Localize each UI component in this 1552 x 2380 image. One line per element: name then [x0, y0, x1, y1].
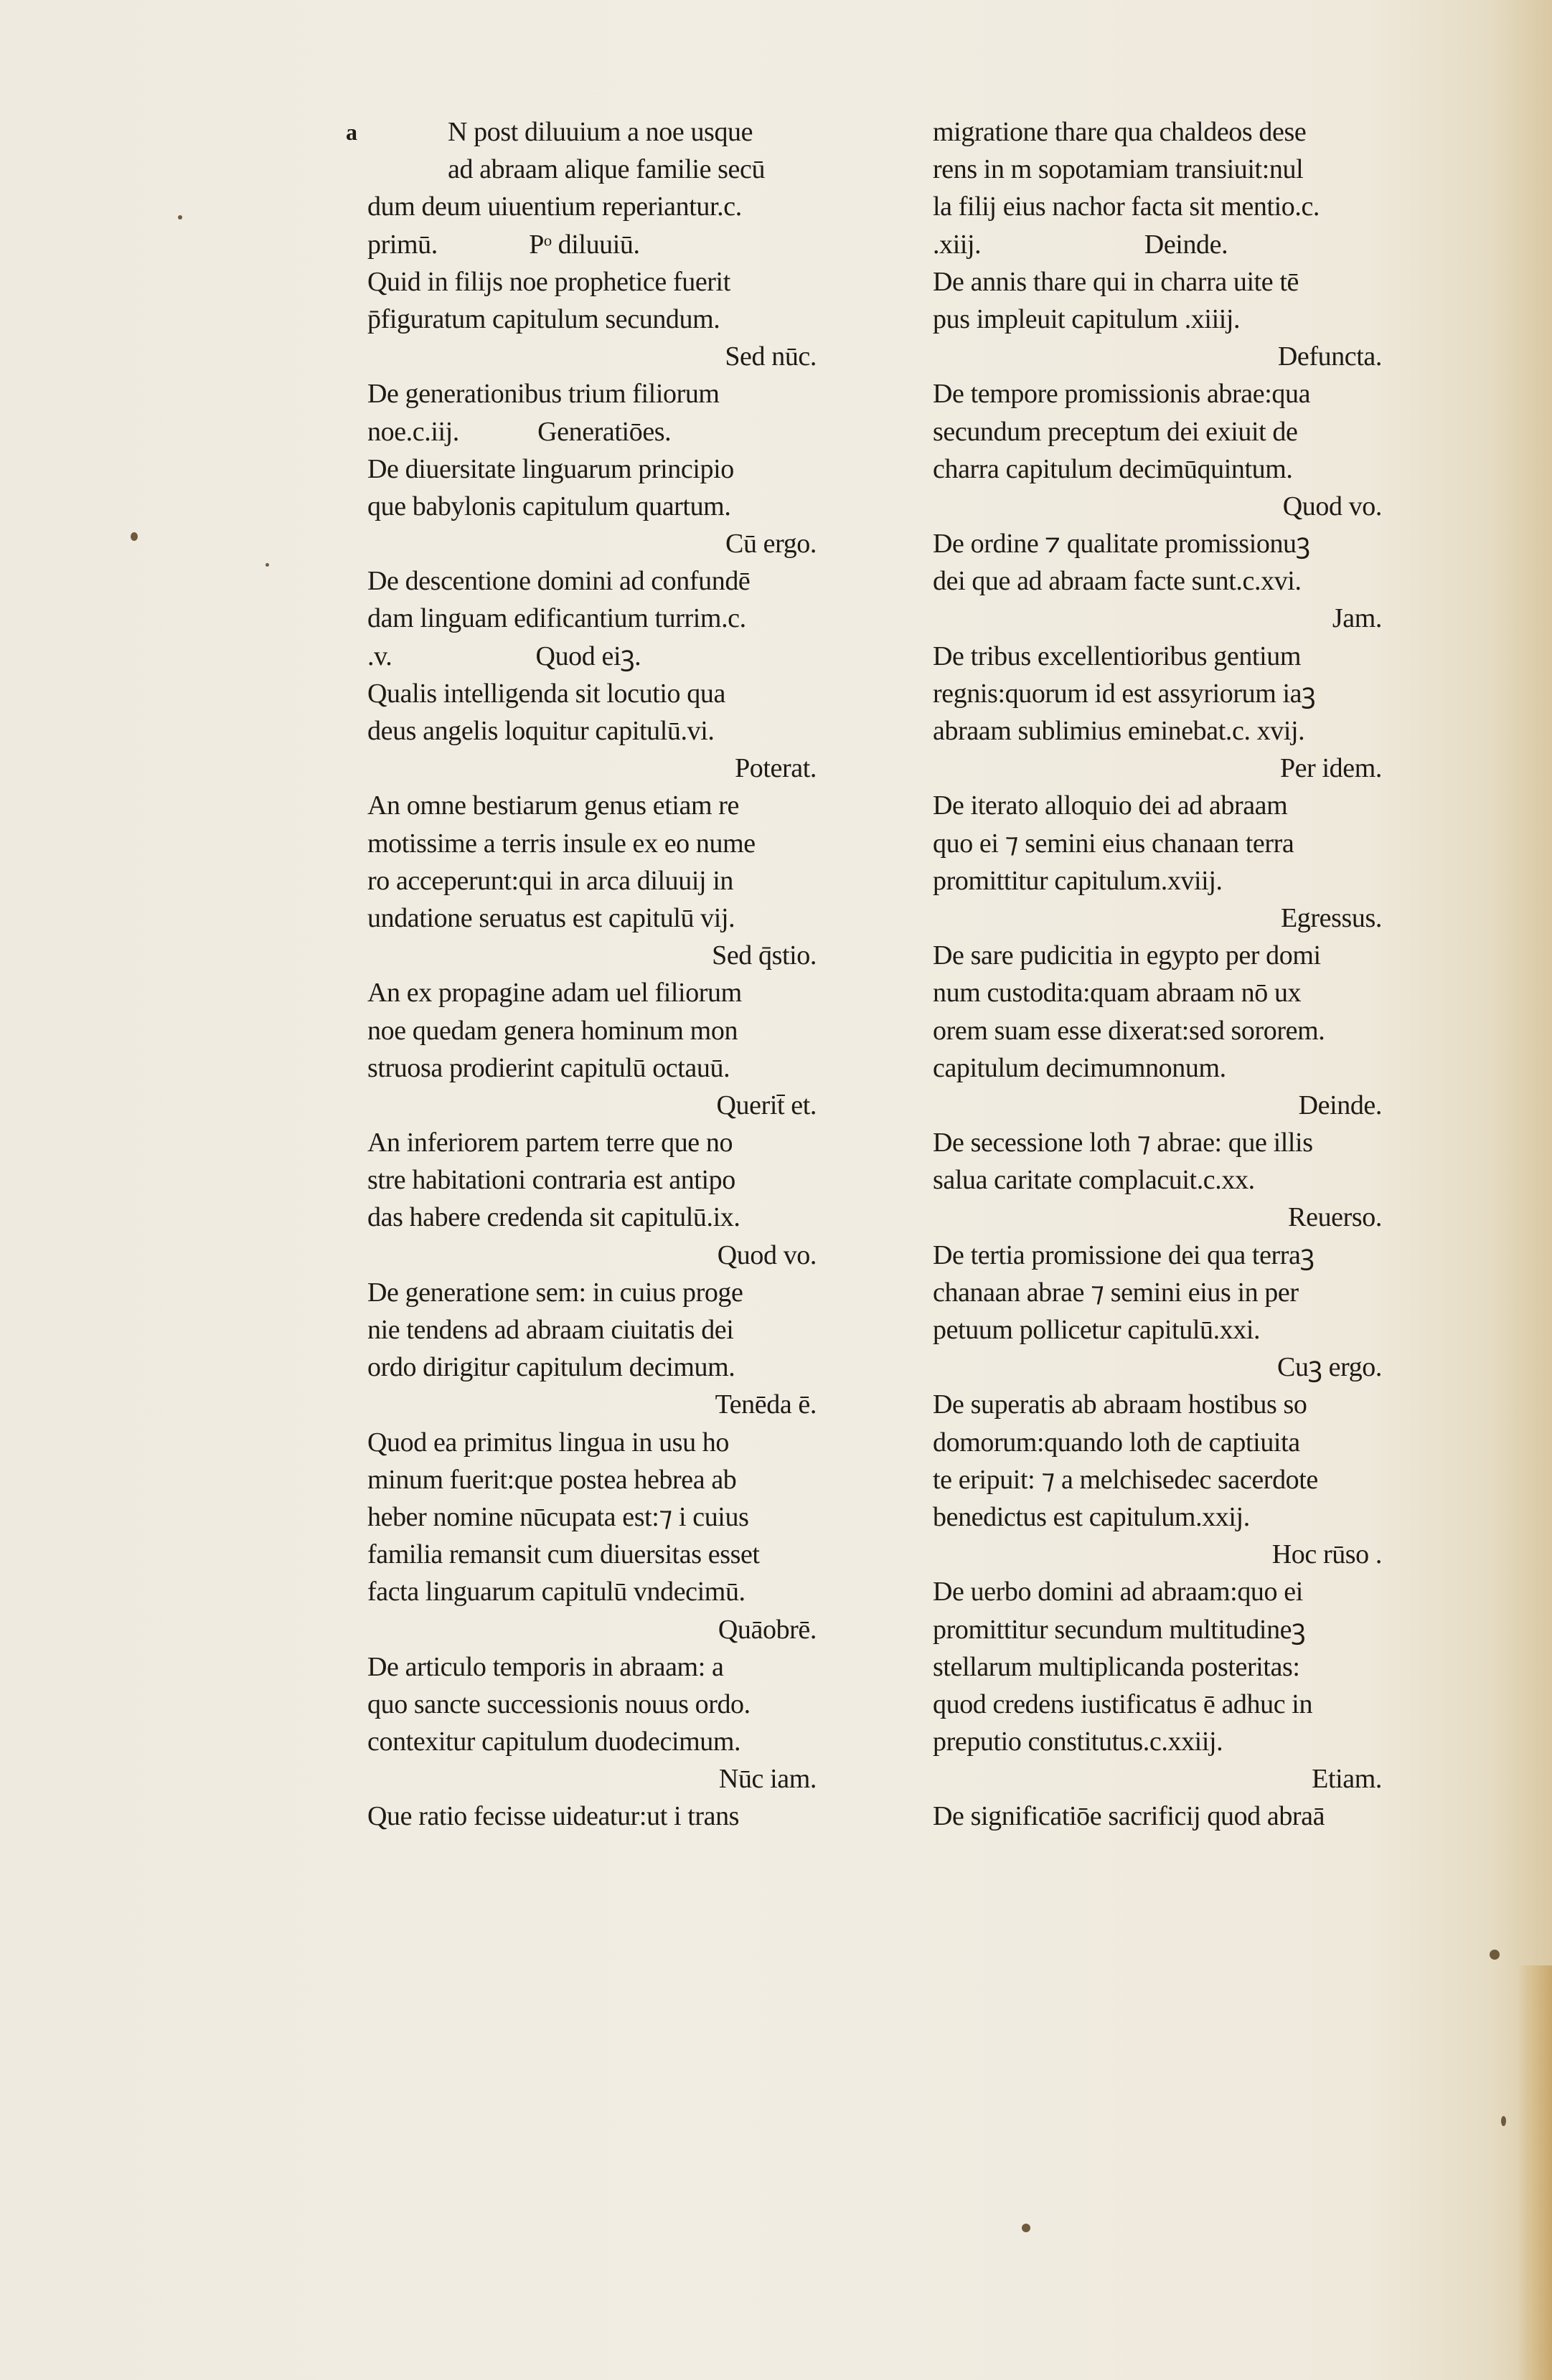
text-line: contexitur capitulum duodecimum.: [367, 1727, 741, 1757]
text-line: An inferiorem partem terre que no: [367, 1128, 733, 1158]
text-line: num custodita:quam abraam nō ux: [933, 978, 1302, 1009]
text-line: rens in m sopotamiam transiuit:nul: [933, 154, 1304, 185]
text-line: De superatis ab abraam hostibus so: [933, 1389, 1307, 1420]
text-line: Quod vo.: [1282, 491, 1382, 521]
ink-speck: [1501, 2116, 1506, 2126]
text-line: Cuꝫ ergo.: [1277, 1352, 1382, 1383]
text-line: .v. Quod eiꝫ.: [367, 641, 641, 671]
text-line: De generationibus trium filiorum: [367, 379, 720, 410]
text-line: Cū ergo.: [725, 529, 817, 559]
text-line: Tenēda ē.: [715, 1389, 817, 1420]
text-line: dei que ad abraam facte sunt.c.xvi.: [933, 566, 1302, 597]
text-line: ad abraam alique familie secū: [448, 154, 766, 185]
text-line: De iterato alloquio dei ad abraam: [933, 790, 1288, 821]
text-line: Nūc iam.: [718, 1764, 817, 1795]
text-line: Querit̄ et.: [716, 1090, 817, 1120]
text-line: dam linguam edificantium turrim.c.: [367, 603, 746, 634]
left-column: [346, 113, 827, 1836]
text-line: ro acceperunt:qui in arca diluuij in: [367, 865, 734, 896]
text-line: De tribus excellentioribus gentium: [933, 641, 1302, 671]
text-line: Per idem.: [1279, 753, 1382, 784]
text-line: te eripuit: ⁊ a melchisedec sacerdote: [933, 1464, 1318, 1495]
text-line: struosa prodierint capitulū octauū.: [367, 1052, 730, 1083]
text-line: stre habitationi contraria est antipo: [367, 1165, 735, 1196]
text-line: stellarum multiplicanda posteritas:: [933, 1651, 1300, 1682]
text-line: minum fuerit:que postea hebrea ab: [367, 1464, 737, 1495]
text-line: noe quedam genera hominum mon: [367, 1015, 738, 1046]
text-line: .xiij. Deinde.: [933, 229, 1228, 260]
text-line: De sare pudicitia in egypto per domi: [933, 940, 1321, 971]
text-line: domorum:quando loth de captiuita: [933, 1427, 1300, 1458]
text-line: Quod vo.: [717, 1239, 817, 1270]
text-line: Que ratio fecisse uideatur:ut i trans: [367, 1801, 740, 1832]
text-line: orem suam esse dixerat:sed sororem.: [933, 1015, 1325, 1046]
text-line: familia remansit cum diuersitas esset: [367, 1539, 760, 1570]
page-edge-shadow: [1518, 1965, 1552, 2380]
text-line: Egressus.: [1281, 902, 1382, 933]
text-line: Quāobrē.: [718, 1614, 817, 1645]
line-text: N post diluuium a noe usque: [448, 117, 753, 147]
text-line: capitulum decimumnonum.: [933, 1052, 1226, 1083]
text-line: promittitur capitulum.xviij.: [933, 865, 1223, 896]
text-line: ordo dirigitur capitulum decimum.: [367, 1352, 735, 1383]
ink-speck: [1490, 1950, 1500, 1960]
text-line: Etiam.: [1312, 1764, 1382, 1795]
text-line: De diuersitate linguarum principio: [367, 453, 734, 484]
text-line: promittitur secundum multitudineꝫ: [933, 1614, 1306, 1645]
signature-mark: a: [346, 119, 357, 145]
text-line: secundum preceptum dei exiuit de: [933, 416, 1298, 447]
text-line: que babylonis capitulum quartum.: [367, 491, 731, 521]
text-line: noe.c.iij. Generatiōes.: [367, 416, 672, 447]
text-line: De ordine ⁊ qualitate promissionuꝫ: [933, 529, 1310, 559]
text-line: Reuerso.: [1288, 1202, 1382, 1233]
text-line: quo sancte successionis nouus ordo.: [367, 1689, 751, 1719]
text-line: De uerbo domini ad abraam:quo ei: [933, 1577, 1303, 1607]
text-line: motissime a terris insule ex eo nume: [367, 828, 756, 859]
text-line: An omne bestiarum genus etiam re: [367, 790, 739, 821]
text-line: abraam sublimius eminebat.c. xvij.: [933, 716, 1305, 746]
text-line: De tempore promissionis abrae:qua: [933, 379, 1311, 410]
text-line: De descentione domini ad confundē: [367, 566, 751, 597]
text-line: Defuncta.: [1277, 341, 1382, 372]
text-line: primū. Pᵒ diluuiū.: [367, 229, 640, 260]
right-column: [933, 113, 1392, 1836]
text-line: quod credens iustificatus ē adhuc in: [933, 1689, 1313, 1719]
text-line: De generatione sem: in cuius proge: [367, 1277, 743, 1308]
text-line: Deinde.: [1298, 1090, 1382, 1120]
text-line: undatione seruatus est capitulū vij.: [367, 902, 735, 933]
text-line: Sed q̄stio.: [712, 940, 817, 971]
text-line: Qualis intelligenda sit locutio qua: [367, 678, 725, 709]
text-line: Jam.: [1332, 603, 1382, 634]
text-line: De secessione loth ⁊ abrae: que illis: [933, 1128, 1313, 1158]
text-line: De significatiōe sacrificij quod abraā: [933, 1801, 1325, 1832]
text-line: heber nomine nūcupata est:⁊ i cuius: [367, 1501, 749, 1532]
text-line: Sed nūc.: [725, 341, 817, 372]
text-line: chanaan abrae ⁊ semini eius in per: [933, 1277, 1299, 1308]
text-line: Quid in filijs noe prophetice fuerit: [367, 266, 730, 297]
ink-speck: [265, 563, 269, 567]
text-line: preputio constitutus.c.xxiij.: [933, 1727, 1223, 1757]
text-line: charra capitulum decimūquintum.: [933, 453, 1293, 484]
text-line: De tertia promissione dei qua terraꝫ: [933, 1239, 1315, 1270]
text-line: migratione thare qua chaldeos dese: [933, 117, 1307, 147]
text-line: salua caritate complacuit.c.xx.: [933, 1165, 1255, 1196]
text-line: Poterat.: [735, 753, 817, 784]
text-line: dum deum uiuentium reperiantur.c.: [367, 192, 742, 222]
text-line: deus angelis loquitur capitulū.vi.: [367, 716, 715, 746]
text-line: Hoc rūso .: [1271, 1539, 1382, 1570]
ink-speck: [131, 532, 138, 541]
text-line: benedictus est capitulum.xxij.: [933, 1501, 1250, 1532]
text-line: [346, 113, 827, 151]
text-line: nie tendens ad abraam ciuitatis dei: [367, 1315, 734, 1345]
text-line: p̄figuratum capitulum secundum.: [367, 303, 720, 334]
ink-speck: [1022, 2224, 1030, 2232]
text-line: das habere credenda sit capitulū.ix.: [367, 1202, 740, 1233]
text-line: De annis thare qui in charra uite tē: [933, 266, 1299, 297]
text-line: An ex propagine adam uel filiorum: [367, 978, 742, 1009]
text-line: De articulo temporis in abraam: a: [367, 1651, 724, 1682]
ink-speck: [178, 215, 182, 219]
text-line: facta linguarum capitulū vndecimū.: [367, 1577, 746, 1607]
text-line: la filij eius nachor facta sit mentio.c.: [933, 192, 1320, 222]
text-line: petuum pollicetur capitulū.xxi.: [933, 1315, 1261, 1345]
text-line: pus impleuit capitulum .xiiij.: [933, 303, 1241, 334]
text-line: quo ei ⁊ semini eius chanaan terra: [933, 828, 1294, 859]
text-line: Quod ea primitus lingua in usu ho: [367, 1427, 729, 1458]
text-line: regnis:quorum id est assyriorum iaꝫ: [933, 678, 1316, 709]
